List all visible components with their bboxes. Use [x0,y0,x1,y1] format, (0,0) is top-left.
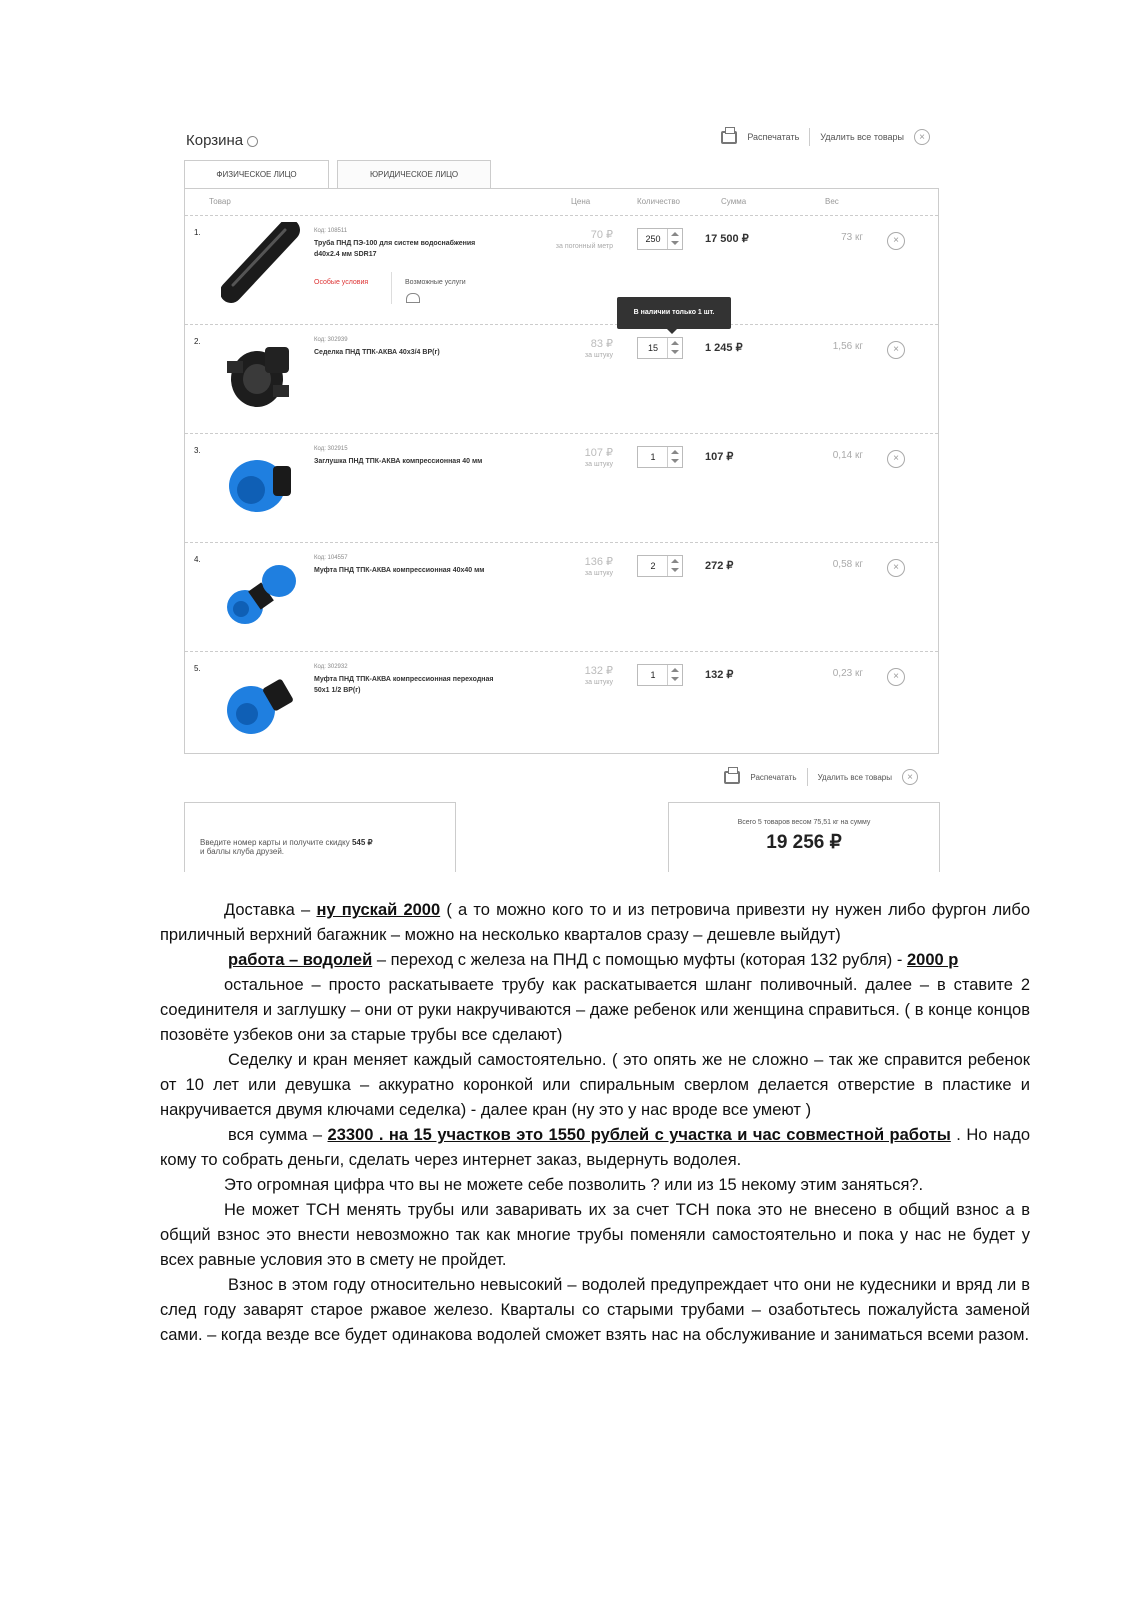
price: 107 ₽ [584,447,613,459]
refresh-icon[interactable] [247,136,258,147]
p1-part-c: ( а то можно кого то и из петровича привезти ну нужен либо фургон либо приличный верхний багажник – можно на несколько кварталов сразу – дешевле выйдут) [160,901,1030,944]
table-row [185,215,938,325]
card-text-line-1: Введите номер карты и получите скидку [200,838,350,847]
paragraph-total [160,1123,1030,1173]
p5-part-a: вся сумма – [228,1126,328,1144]
stepper-arrows-icon[interactable] [667,229,682,249]
col-price: Цена [571,197,591,206]
quantity-stepper[interactable] [637,446,683,468]
total-summary: Всего 5 товаров весом 75,51 кг на сумму [737,819,871,826]
saddle-clamp-image [221,331,301,416]
customer-tabs [184,160,491,189]
order-total-box [668,802,940,872]
paragraph-tsn: Не может ТСН менять трубы или заваривать их за счет ТСН пока это не внесено в общий взнос а в общий взнос это внести невозможно так как многие трубы поменяли самостоятельно и пока у нас не будет у всех равные условия это в смету не пройдет. [160,1201,1030,1269]
price: 83 ₽ [590,338,613,350]
table-row [185,433,938,543]
remove-item-button[interactable] [887,557,905,577]
stepper-arrows-icon[interactable] [667,338,682,358]
line-sum: 132 ₽ [705,669,734,681]
product-name-link[interactable]: Муфта ПНД ТПК-АКВА компрессионная переходная 50х1 1/2 ВР(г) [314,676,494,694]
special-conditions-link[interactable]: Особые условия [314,279,369,286]
row-number: 3. [194,446,201,455]
table-header [185,197,938,209]
remove-item-button[interactable] [887,448,905,468]
cart-title-text: Корзина [186,132,244,149]
letter-body [160,898,1030,1348]
col-quantity: Количество [637,197,680,206]
line-weight: 0,14 кг [832,450,863,461]
price-unit: за штуку [584,352,613,359]
printer-icon[interactable] [721,131,737,144]
card-text-line-2: и баллы клуба друзей. [200,847,285,856]
product-code: Код: 108511 [314,228,348,234]
possible-services-link[interactable]: Возможные услуги [405,279,466,286]
product-name-link[interactable]: Заглушка ПНД ТПК-АКВА компрессионная 40 мм [314,458,483,465]
quantity-stepper[interactable] [637,228,683,250]
stock-tooltip: В наличии только 1 шт. [617,297,731,329]
paragraph-fee: Взнос в этом году относительно невысокий – водолей предупреждает что они не кудесники и вряд ли в след году заварят старое ржавое железо. Кварталы со старыми трубами – озаботьтесь пожалуйста заменой сами. – когда везде все будет одинакова водолей сможет взять нас на обслуживание и заниматься всеми разом. [160,1276,1030,1344]
price-unit: за погонный метр [555,243,613,250]
service-icon[interactable] [406,293,420,303]
line-weight: 73 кг [841,232,863,243]
paragraph-work [160,948,1030,973]
line-sum: 272 ₽ [705,560,734,572]
card-promo-text [200,838,430,856]
divider [807,768,808,786]
tab-legal-entity[interactable]: ЮРИДИЧЕСКОЕ ЛИЦО [337,160,491,189]
p5-part-c: . Но надо кому то собрать деньги, сделать через интернет заказ, выдернуть водолея. [160,1126,1030,1169]
loyalty-card-box[interactable] [184,802,456,872]
total-value: 19 256 ₽ [766,832,842,853]
line-weight: 1,56 кг [832,341,863,352]
table-row [185,651,938,761]
col-sum: Сумма [721,197,747,206]
table-row [185,542,938,652]
quantity-input[interactable]: 15 [647,343,658,353]
p2-part-b: – переход с железа на ПНД с помощью муфты (которая 132 рубля) - [372,951,907,969]
card-discount: 545 ₽ [351,838,373,847]
delete-all-button[interactable]: Удалить все товары [817,772,892,782]
pipe-image [221,222,301,307]
top-actions [721,128,930,146]
quantity-stepper[interactable] [637,337,683,359]
quantity-stepper[interactable] [637,664,683,686]
quantity-input[interactable]: 1 [650,670,656,680]
bottom-actions [724,768,918,786]
stepper-arrows-icon[interactable] [667,665,682,685]
product-code: Код: 104557 [314,555,348,561]
p1-part-b: ну пускай 2000 [316,901,441,919]
line-sum: 17 500 ₽ [705,233,749,245]
cart-table [184,188,939,754]
print-button[interactable]: Распечатать [750,772,797,782]
paragraph-rest: остальное – просто раскатываете трубу как раскатывается шланг поливочный. далее – в ставите 2 соединителя и заглушку – они от руки накручиваются – даже ребенок или женщина справиться. ( в конце концов позовёте узбеков они за старые трубы все сделают) [160,976,1030,1044]
close-icon[interactable]: × [887,559,905,577]
line-weight: 0,58 кг [832,559,863,570]
divider [391,272,392,304]
close-icon[interactable]: × [887,341,905,359]
price: 136 ₽ [584,556,613,568]
price-unit: за штуку [584,679,613,686]
price: 70 ₽ [590,229,613,241]
end-cap-image [221,440,301,525]
price: 132 ₽ [584,665,613,677]
p1-part-a: Доставка – [224,901,317,919]
stepper-arrows-icon[interactable] [667,447,682,467]
product-code: Код: 302915 [314,446,348,452]
quantity-input[interactable]: 250 [645,234,661,244]
p2-part-a: работа – водолей [228,951,373,969]
line-sum: 1 245 ₽ [705,342,743,354]
product-name-link[interactable]: Седелка ПНД ТПК-АКВА 40х3/4 ВР(г) [314,349,440,356]
paragraph-delivery [160,898,1030,948]
cart-title [186,132,258,149]
adapter-coupling-image [221,658,301,743]
quantity-input[interactable]: 1 [650,452,656,462]
product-code: Код: 302939 [314,337,348,343]
col-product: Товар [209,197,231,206]
close-icon[interactable]: × [887,668,905,686]
product-name-link[interactable]: Труба ПНД ПЭ-100 для систем водоснабжения d40x2.4 мм SDR17 [314,240,476,258]
price-unit: за штуку [584,570,613,577]
row-number: 4. [194,555,201,564]
tab-individual[interactable]: ФИЗИЧЕСКОЕ ЛИЦО [184,160,329,189]
price-unit: за штуку [584,461,613,468]
line-sum: 107 ₽ [705,451,734,463]
coupling-image [221,549,301,634]
paragraph-saddle: Седелку и кран меняет каждый самостоятельно. ( это опять же не сложно – так же справится ребенок от 10 лет или девушка – аккуратно коронкой или спиральным сверлом делается отверстие в пластике и накручивается двумя ключами седелка) - далее кран (ну это у нас вроде все умеют ) [160,1051,1030,1119]
quantity-stepper[interactable] [637,555,683,577]
cart-screenshot [170,118,970,898]
row-number: 2. [194,337,201,346]
remove-item-button[interactable] [887,230,905,250]
close-icon[interactable]: × [887,450,905,468]
row-number: 5. [194,664,201,673]
delete-all-button[interactable]: Удалить все товары [820,132,904,142]
divider [809,128,810,146]
p2-part-c: 2000 р [906,951,959,969]
close-icon[interactable]: × [902,769,918,785]
quantity-input[interactable]: 2 [650,561,656,571]
printer-icon[interactable] [724,771,740,784]
close-icon[interactable]: × [887,232,905,250]
table-row [185,324,938,434]
product-code: Код: 302932 [314,664,348,670]
row-number: 1. [194,228,201,237]
col-weight: Вес [825,197,839,206]
paragraph-question: Это огромная цифра что вы не можете себе позволить ? или из 15 некому этим заняться?. [224,1176,924,1194]
p5-part-b: 23300 . на 15 участков это 1550 рублей с участка и час совместной работы [327,1126,951,1144]
print-button[interactable]: Распечатать [747,132,800,142]
remove-item-button[interactable] [887,339,905,359]
product-name-link[interactable]: Муфта ПНД ТПК-АКВА компрессионная 40х40 мм [314,567,485,574]
remove-item-button[interactable] [887,666,905,686]
close-icon[interactable]: × [914,129,930,145]
stepper-arrows-icon[interactable] [667,556,682,576]
line-weight: 0,23 кг [832,668,863,679]
